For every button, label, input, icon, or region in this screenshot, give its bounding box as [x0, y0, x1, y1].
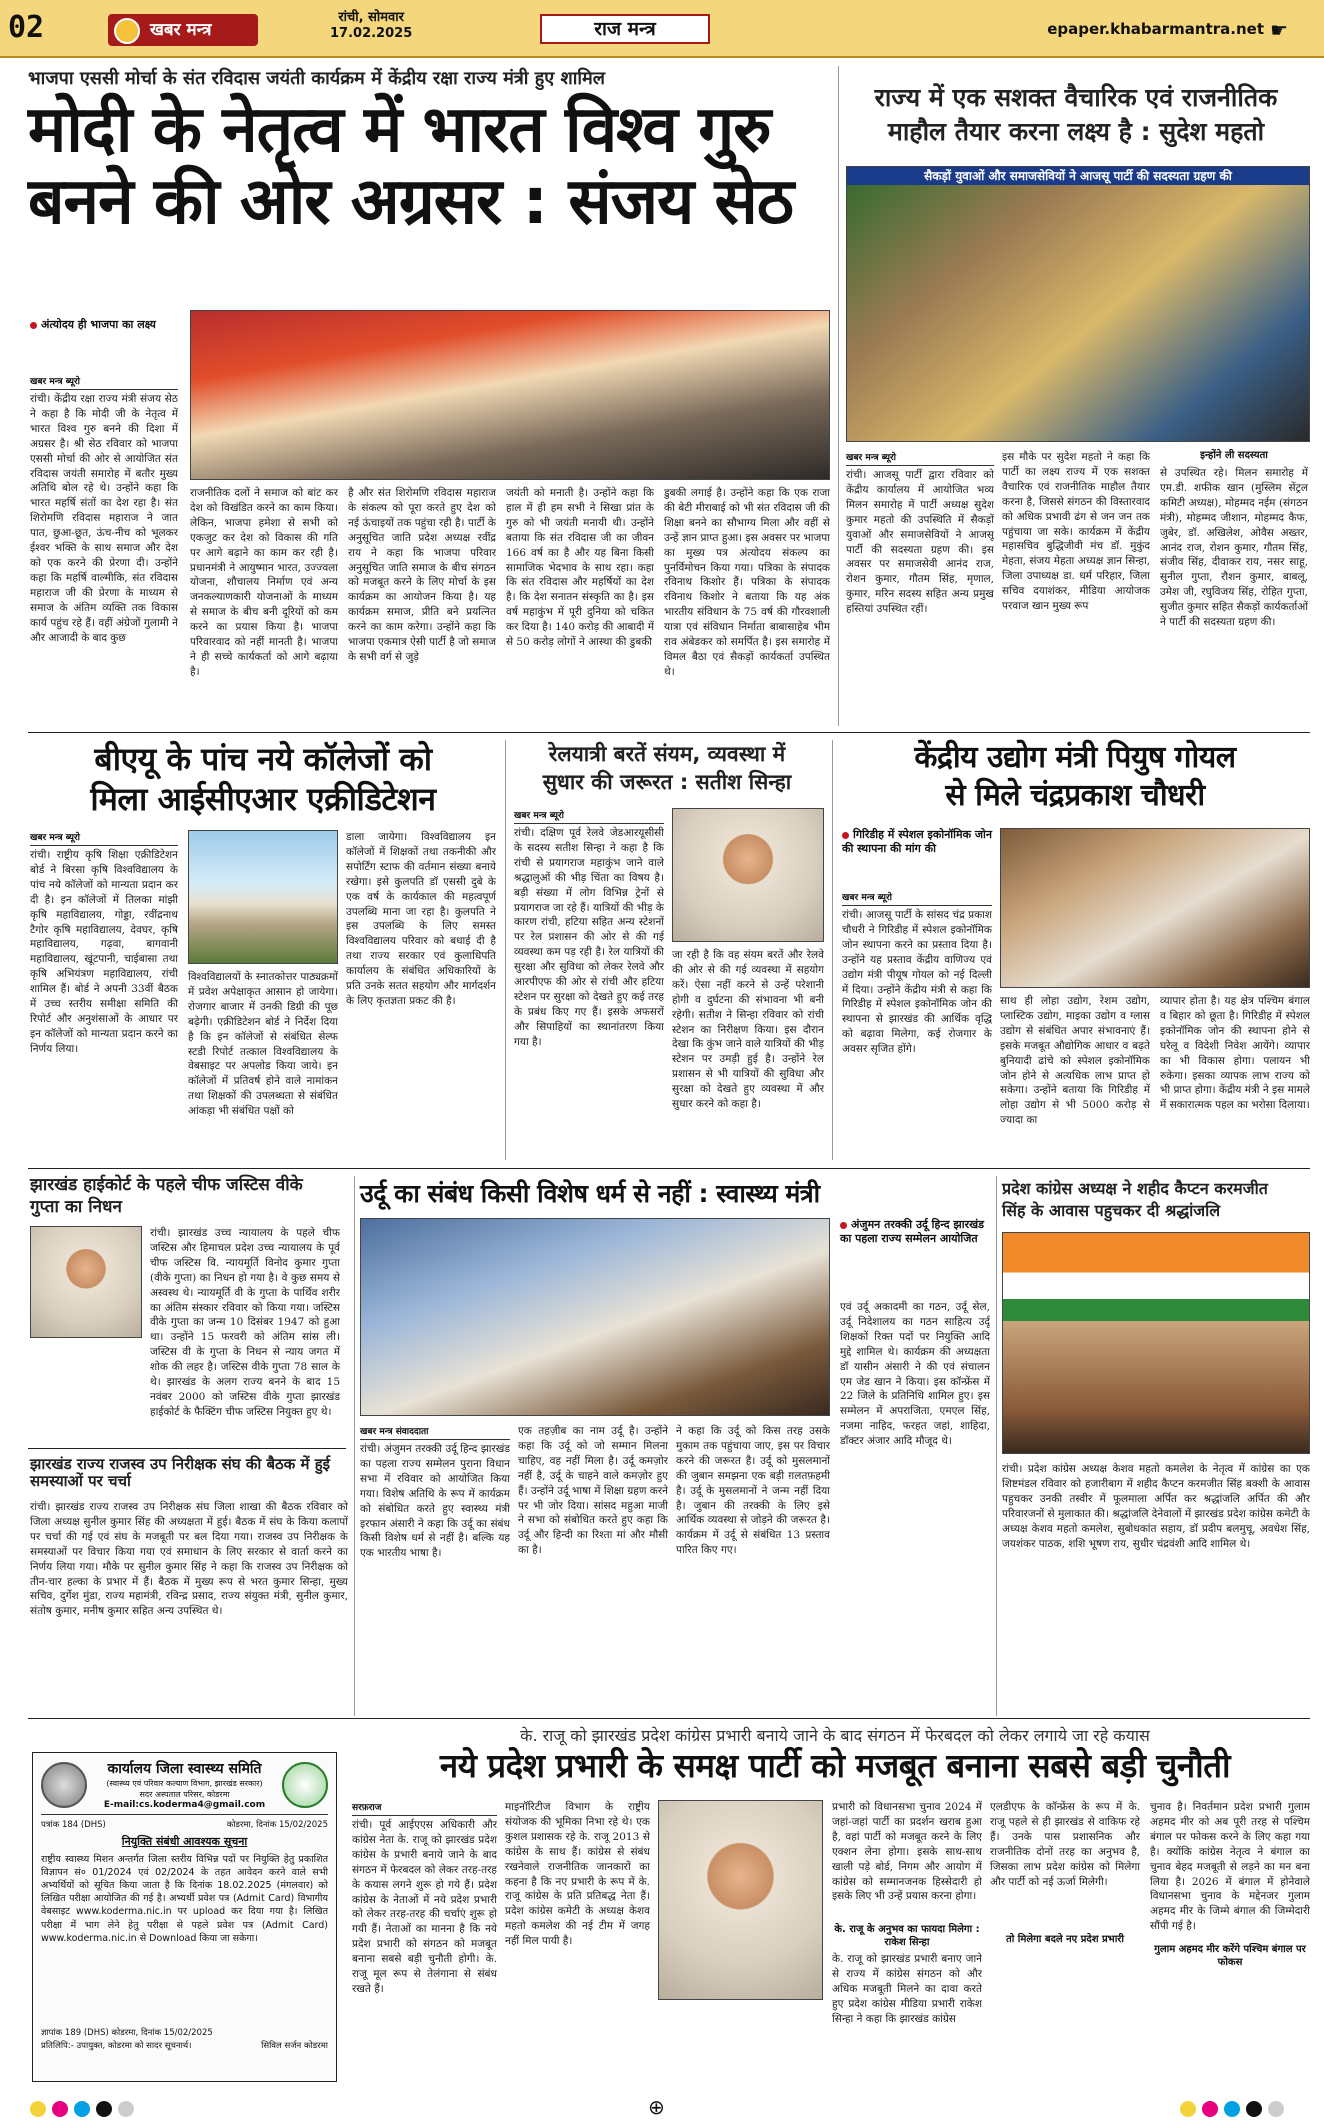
- story2-byline: खबर मन्त्र ब्यूरो: [846, 450, 994, 466]
- state-emblem-icon: [41, 1762, 87, 1808]
- story4-column-1: रांची। दक्षिण पूर्व रेलवे जेडआरयूसीसी के सदस्य सतीश सिन्हा ने कहा है कि रांची से प्रयागराज महाकुंभ जाने वाले श्रद्धालुओं की भीड़ चिंता का विषय है। बड़ी संख्या में लोग विभिन्न ट्रेनों से प्रयागराज जा रहे हैं। यात्रियों की भीड़ के कारण रांची, हटिया सहित अन्य स्टेशनों पर रेल प्रशासन की ओर से की गई व्यवस्था कम पड़ रही है। रेल यात्रियों की सुरक्षा और सुविधा को लेकर रेलवे और आरपीएफ की ओर से रांची और हटिया स्टेशन पर सुरक्षा को देखते हुए कई तरह के प्रबंध किए गए हैं। इसके अफसरों और सिपाहियों का स्थानांतरण किया गया है।: [514, 827, 664, 1048]
- story3-photo: [188, 830, 338, 964]
- registration-dot: [1224, 2101, 1240, 2117]
- story4-headline-line2: सुधार की जरूरत : सतीश सिन्हा: [542, 770, 792, 794]
- dateline: [330, 10, 412, 41]
- logo-text: खबर मन्त्र: [150, 20, 212, 40]
- registration-dot: [1202, 2101, 1218, 2117]
- column-divider: [832, 740, 833, 1160]
- story5-photo: [1000, 828, 1310, 988]
- story4-column-2: जा रही है कि वह संयम बरतें और रेलवे की ओर से की गई व्यवस्था में सहयोग करें। ऐसा नहीं करने से उन्हें परेशानी होगी व दुर्घटना की संभावना भी बनी रहेगी। सतीश ने सिन्हा रविवार को रांची स्टेशन का निरीक्षण किया। इस दौरान देखा कि कुंभ जाने वाले यात्रियों की भीड़ स्टेशन पर उमड़ी हुई है। उन्होंने रेल प्रशासन से भी यात्रियों की सुविधा और सुरक्षा को देखते हुए व्यवस्था में और सुधार करने को कहा है।: [672, 949, 824, 1111]
- story1-headline-line1: मोदी के नेतृत्व में भारत विश्व गुरु: [28, 93, 771, 167]
- registration-dot: [1180, 2101, 1196, 2117]
- notice-footer-ref: ज्ञापांक 189 (DHS) कोडरमा, दिनांक 15/02/2025: [41, 2028, 213, 2038]
- story2-headline-line1: राज्य में एक सशक्त वैचारिक एवं राजनीतिक: [874, 83, 1278, 112]
- story1-overline: भाजपा एससी मोर्चा के संत रविदास जयंती कार्यक्रम में केंद्रीय रक्षा राज्य मंत्री हुए शामिल: [28, 68, 606, 89]
- story1-kicker: [30, 318, 178, 332]
- color-registration-marks-right: [1180, 2101, 1284, 2117]
- story10-headline: नये प्रदेश प्रभारी के समक्ष पार्टी को मजबूत बनाना सबसे बड़ी चुनौती: [439, 1746, 1231, 1785]
- story1-column-1: रांची। केंद्रीय रक्षा राज्य मंत्री संजय सेठ ने कहा है कि मोदी जी के नेतृत्व में भारत विश्व गुरु बनने की दिशा में अग्रसर है। श्री सेठ रविवार को भाजपा एससी मोर्चा की ओर से आयोजित संत रविदास जयंती समारोह में बतौर मुख्य अतिथि बोल रहे थे। उन्होंने कहा कि भारत महर्षि संतों का देश रहा है। संत शिरोमणि रविदास महाराज ने जात पात, छुआ-छूत, ऊंच-नीच को भूलकर ईश्वर भक्ति के साथ समाज और देश को एक करने की प्रेरणा दी। उन्होंने कहा कि महर्षि वाल्मीकि, संत रविदास महाराज जी की प्रेरणा के माध्यम से समाज के अंतिम व्यक्ति तक विकास कार्य पहुंच रहे हैं। वहीं अंग्रेजों गुलामी ने और आजादी के बाद कुछ: [30, 393, 178, 644]
- story4-byline: खबर मन्त्र ब्यूरो: [514, 808, 664, 824]
- masthead-logo[interactable]: [108, 14, 258, 46]
- story7-column-4: एवं उर्दू अकादमी का गठन, उर्दू सेल, उर्दू निदेशालय का गठन साहित्य उर्दू शिक्षकों रिक्त पदों पर नियुक्ति आदि मुद्दे शामिल थे। कार्यक्रम की अध्यक्षता डॉ यासीन अंसारी ने की एवं संचालन एम जेड खान ने किया। इस कॉन्फ्रेंस में 22 जिले के प्रतिनिधि शामिल हुए। इस सम्मेलन में अपराजिता, एमएल सिंह, नजमा नाहिद, फरहत जहां, शाहिदा, डॉक्टर अंजार आदि मौजूद थे।: [840, 1301, 990, 1448]
- crosshair-registration-icon: ⊕: [648, 2095, 665, 2119]
- story5-column-2: साथ ही लोहा उद्योग, रेशम उद्योग, प्लास्टिक उद्योग, माइका उद्योग व ग्लास उद्योग से संबंधित अपार संभावनाएं हैं। इसके मजबूत औद्योगिक आधार व बढ़ते बुनियादी ढांचे को स्पेशल इकोनॉमिक जोन होने से अत्यधिक लाभ प्राप्त हो सकेगा। उन्होंने बताया कि गिरिडीह में लोहा उद्योग से भी 5000 करोड़ से ज्यादा का: [1000, 995, 1150, 1127]
- story6-headline-line1: झारखंड हाईकोर्ट के पहले चीफ जस्टिस वीके: [30, 1175, 303, 1195]
- story1-kicker-text: अंत्योदय ही भाजपा का लक्ष्य: [41, 318, 156, 331]
- story8-photo: [1002, 1232, 1310, 1454]
- story10-kicker: के. राजू के अनुभव का फायदा मिलेगा : राकेश सिन्हा: [834, 1924, 980, 1948]
- story5-byline: खबर मन्त्र ब्यूरो: [842, 890, 992, 906]
- story10-overline: के. राजू को झारखंड प्रदेश कांग्रेस प्रभारी बनाये जाने के बाद संगठन में फेरबदल को लेकर लगाये जा रहे कयास: [520, 1726, 1150, 1745]
- story10-column-2: माइनॉरिटीज विभाग के राष्ट्रीय संयोजक की भूमिका निभा रहे थे। एक कुशल प्रशासक रहे के. राजू 2013 से कांग्रेस के साथ हैं। कांग्रेस से संबंध रखनेवाले राजनीतिक जानकारों का कहना है कि नए प्रभारी के रूप में के. राजू कांग्रेस के प्रति प्रतिबद्ध नेता हैं। प्रदेश कांग्रेस कमेटी के अध्यक्ष केशव महतो कमलेश की नई टीम में जगह नहीं मिल पायी है।: [505, 1801, 650, 1948]
- story1-column-3: है और संत शिरोमणि रविदास महाराज के संकल्प को पूरा करते हुए देश को नई ऊंचाइयों तक पहुंचा रही है। पार्टी के अनुसूचित जाति प्रदेश अध्यक्ष रवींद्र राय ने कहा कि भाजपा परिवार अनुसूचित जाति समाज के बीच संगठन को मजबूत करने के लिए मोर्चा के इस कार्यक्रम का आयोजन किया है। यह कार्यक्रम समाज, प्रीति बने प्रयत्नित करने का काम करेगा। उन्होंने कहा कि भाजपा एकमात्र ऐसी पार्टी है जो समाज के सभी वर्ग से जुड़े: [348, 487, 496, 663]
- story2-photo-caption: सैकड़ों युवाओं और समाजसेवियों ने आजसू पार्टी की सदस्यता ग्रहण की: [847, 167, 1309, 185]
- story7-photo: [360, 1218, 830, 1416]
- health-committee-notice: [32, 1752, 337, 2082]
- story7-kicker-text: अंजुमन तरक्की उर्दू हिन्द झारखंड का पहला राज्य सम्मेलन आयोजित: [840, 1218, 984, 1245]
- notice-header: [41, 1759, 328, 1815]
- story6-headline-line2: गुप्ता का निधन: [30, 1197, 122, 1217]
- story3-column-1: रांची। राष्ट्रीय कृषि शिक्षा एक्रीडिटेशन बोर्ड ने बिरसा कृषि विश्वविद्यालय के पांच नये कॉलेजों को मान्यता प्रदान कर दी है। इन कॉलेजों में तिलका मांझी कृषि महाविद्यालय, गोड्डा, रवींद्रनाथ टैगोर कृषि महाविद्यालय, देवघर, कृषि महाविद्यालय, गढ़वा, बागवानी महाविद्यालय, खूंटपानी, चाईबासा तथा कृषि अभियंत्रण महाविद्यालय, रांची शामिल हैं। बोर्ड ने अपनी 33वीं बैठक में उच्च स्तरीय समीक्षा समिति की रिपोर्ट और अनुशंसाओं के आधार पर इन कॉलेजों को मान्यता प्रदान करने का निर्णय लिया।: [30, 849, 178, 1055]
- registration-dot: [1246, 2101, 1262, 2117]
- story5-headline-line2: से मिले चंद्रप्रकाश चौधरी: [945, 778, 1205, 813]
- column-divider: [354, 1176, 355, 1716]
- story5-kicker-text: गिरिडीह में स्पेशल इकोनॉमिक जोन की स्थापना की मांग की: [842, 828, 992, 855]
- notice-ref-date: कोडरमा, दिनांक 15/02/2025: [226, 1820, 328, 1830]
- story3-column-3: डाला जायेगा। विश्वविद्यालय इन कॉलेजों में शिक्षकों तथा तकनीकी और सपोर्टिंग स्टाफ की वर्तमान संख्या बनाये रखेगा। इसे कुलपति डॉ एससी दुबे के एक वर्ष के कार्यकाल की महत्वपूर्ण उपलब्धि माना जा रहा है। कुलपति ने इस उपलब्धि के लिए समस्त विश्वविद्यालय परिवार को बधाई दी है तथा राज्य सरकार एवं कुलाधिपति कार्यालय के संबंधित अधिकारियों के प्रति उनके सतत सहयोग और मार्गदर्शन के लिए कृतज्ञता प्रकट की है।: [346, 831, 496, 1007]
- story7-column-3: ने कहा कि उर्दू को किस तरह उसके मुकाम तक पहुंचाया जाए, इस पर विचार करने की जरूरत है। उर्दू को मुसलमानों की जुबान समझना एक बड़ी ग़लतफ़हमी है। उर्दू के मुसलमानों ने जन्म नहीं दिया है। जुबान की तरक्की के लिए इसे आर्थिक व्यवस्था से जोड़ने की जरूरत है। कार्यक्रम में उर्दू से संबंधित 13 प्रस्ताव पारित किए गए।: [676, 1425, 830, 1557]
- page-header: [0, 0, 1324, 58]
- story6-text: रांची। झारखंड उच्च न्यायालय के पहले चीफ जस्टिस और हिमाचल प्रदेश उच्च न्यायालय के पूर्व चीफ जस्टिस वि. न्यायमूर्ति विनोद कुमार गुप्ता (वीके गुप्ता) का निधन हो गया है। वे कुछ समय से अस्वस्थ थे। न्यायमूर्ति वी के गुप्ता के पार्थिव शरीर का अंतिम संस्कार रविवार को किया गया। जस्टिस वीके गुप्ता का जन्म 10 दिसंबर 1947 को हुआ था। उन्होंने 15 फरवरी को अंतिम सांस ली। जस्टिस वी के गुप्ता के निधन से न्याय जगत में शोक की लहर है। जस्टिस वीके गुप्ता 78 साल के थे। झारखंड के अलग राज्य बनने के बाद 15 नवंबर 2000 को जस्टिस वीके गुप्ता झारखंड हाईकोर्ट के फैक्टिंग चीफ जस्टिस नियुक्त हुए थे।: [150, 1227, 340, 1418]
- story1-column-2: राजनीतिक दलों ने समाज को बांट कर देश को विखंडित करने का काम किया। लेकिन, भाजपा हमेशा से सभी को एकजुट कर देश को विकास की गति पर आगे बढ़ाने का काम कर रही है। प्रधानमंत्री ने आयुष्मान भारत, उज्ज्वला योजना, शौचालय निर्माण एवं अन्य जनकल्याणकारी योजनाओं के माध्यम से समाज के बीच बनी दूरियों को कम करने का प्रयास किया है। भाजपा परिवारवाद को नहीं मानती है। भाजपा ने ही सच्चे कार्यकर्ता को आगे बढ़ाया है।: [190, 487, 338, 678]
- story7-column-1: रांची। अंजुमन तरक्की उर्दू हिन्द झारखंड का पहला राज्य सम्मेलन पुराना विधान सभा में रविवार को आयोजित किया गया। विशेष अतिथि के रूप में कार्यक्रम को संबोधित करते हुए स्वास्थ्य मंत्री इरफान अंसारी ने कहा कि उर्दू का संबंध किसी विशेष धर्म से नहीं है। बल्कि यह एक भारतीय भाषा है।: [360, 1443, 510, 1560]
- registration-dot: [74, 2101, 90, 2117]
- story2-column-2: इस मौके पर सुदेश महतो ने कहा कि पार्टी का लक्ष्य राज्य में एक सशक्त वैचारिक एवं राजनीतिक माहौल तैयार करना है, जिससे संगठन की विस्तारवाद को अधिक प्रभावी ढंग से जन जन तक पहुंचाया जा सके। कार्यक्रम में केंद्रीय महासचिव बुद्धिजीवी मंच डॉ. मुकुंद मेहता, संजय मेहता अध्यक्ष ज्ञान सिन्हा, जिला उपाध्यक्ष डा. धर्म परिहार, जिला सचिव दयाशंकर, मीडिया आयोजक परवाज खान मुख्य रूप: [1002, 451, 1150, 613]
- story4-portrait-photo: [672, 808, 824, 942]
- story8-text: रांची। प्रदेश कांग्रेस अध्यक्ष केशव महतो कमलेश के नेतृत्व में कांग्रेस का एक शिष्टमंडल रविवार को हजारीबाग में शहीद कैप्टन करमजीत सिंह बक्शी के आवास पहुचकर उनकी तस्वीर में फूलमाला अर्पित कर श्रद्धांजलि अर्पित की और परिवारजनों से मुलाकात की। श्रद्धांजलि देनेवालों में झारखंड प्रदेश कांग्रेस कमेटी के अध्यक्ष केशव महतो कमलेश, सुबोधकांत सहाय, डॉ प्रदीप बलमुचू, अवधेश सिंह, जयशंकर पाठक, शशि भूषण राय, सुधीर चंद्रवंशी आदि शामिल थे।: [1002, 1463, 1310, 1550]
- section-title: राज मन्त्र: [540, 14, 710, 44]
- story9-headline: झारखंड राज्य राजस्व उप निरीक्षक संघ की बैठक में हुई समस्याओं पर चर्चा: [30, 1455, 331, 1491]
- notice-title: नियुक्ति संबंधी आवश्यक सूचना: [121, 1835, 248, 1848]
- story1-byline: खबर मन्त्र ब्यूरो: [30, 374, 178, 390]
- bullet-dot-icon: [840, 1222, 847, 1229]
- notice-ref-number: पत्रांक 184 (DHS): [41, 1820, 106, 1830]
- story10-column-3: प्रभारी को विधानसभा चुनाव 2024 में जहां-जहां पार्टी का प्रदर्शन खराब हुआ है, वहां पार्टी को मजबूत करने के लिए एक्शन लेना होगा। इसके साथ-साथ खाली पड़े बोर्ड, निगम और आयोग में कांग्रेस को सम्मानजनक हिस्सेदारी हो इसके लिए भी उन्हें प्रयास करना होगा।: [832, 1801, 982, 1903]
- story5-kicker: [842, 828, 992, 856]
- story10-column-4: एलडीएफ के कॉन्फ्रेंस के रूप में के. राजू पहले से ही झारखंड से वाकिफ रहे हैं। उनके पास प्रशासनिक और राजनीतिक दोनों तरह का अनुभव है, जिसका लाभ प्रदेश कांग्रेस को मिलेगा और पार्टी को नई ऊर्जा मिलेगी।: [990, 1801, 1140, 1888]
- section-rule: [28, 732, 1310, 733]
- column-divider: [505, 740, 506, 1160]
- dateline-city: रांची, सोमवार: [338, 10, 404, 25]
- registration-dot: [118, 2101, 134, 2117]
- story6-portrait-photo: [30, 1226, 142, 1338]
- story2-headline-line2: माहौल तैयार करना लक्ष्य है : सुदेश महतो: [887, 117, 1265, 146]
- column-divider: [838, 66, 839, 726]
- story1-photo: [190, 310, 830, 480]
- notice-email: E-mail:cs.koderma4@gmail.com: [103, 1800, 266, 1810]
- story10-column-1: रांची। पूर्व आईएएस अधिकारी और कांग्रेस नेता के. राजू को झारखंड प्रदेश कांग्रेस के प्रभारी बनाये जाने के बाद संगठन में फेरबदल को लेकर तरह-तरह के कयास लगने शुरू हो गये हैं। प्रदेश कांग्रेस के नेताओं में नये प्रदेश प्रभारी को लेकर तरह-तरह की चर्चाएं शुरू हो गयी हैं। नेताओं का मानना है कि नये प्रदेश प्रभारी को संगठन को मजबूत बनाना सबसे बड़ी चुनौती होगी। के. राजू मूल रूप से तेलंगाना से संबंध रखते हैं।: [352, 1819, 497, 1995]
- notice-office: कार्यालय जिला स्वास्थ्य समिति: [107, 1761, 262, 1777]
- story10-column-5-subhead: गुलाम अहमद मीर करेंगे पश्चिम बंगाल पर फोकस: [1154, 1944, 1306, 1968]
- column-divider: [996, 1176, 997, 1716]
- bullet-dot-icon: [30, 322, 37, 329]
- registration-dot: [52, 2101, 68, 2117]
- story10-column-5: चुनाव है। निवर्तमान प्रदेश प्रभारी गुलाम अहमद मीर को अब पूरी तरह से पश्चिम बंगाल पर फोकस करने के लिए कहा गया है। क्योंकि कांग्रेस नेतृत्व ने बंगाल का चुनाव बेहद मजबूती से लड़ने का मन बना लिया है। 2026 में बंगाल में होनेवाले विधानसभा चुनाव के मद्देनजर गुलाम अहमद मीर के जिम्मे बंगाल की जिम्मेदारी सौंपी गई है।: [1150, 1801, 1310, 1933]
- story5-headline-line1: केंद्रीय उद्योग मंत्री पियुष गोयल: [914, 740, 1236, 775]
- story10-byline: सरफ़राज: [352, 1800, 497, 1816]
- story1-column-4: जयंती को मनाती है। उन्होंने कहा कि हाल में ही हम सभी ने सिखा प्रांत के गुरु को भी जयंती मनायी थी। उन्होंने बताया कि संत रविदास जी का जीवन 166 वर्ष का है और यह बिना किसी सामाजिक भेदभाव के साथ रहा। कहा कि संत रविदास और महर्षियों का देश है। कि देश सनातन संस्कृति का है। इस वर्ष महाकुंभ में पूरी दुनिया को चकित कर दिया है। 140 करोड़ की आबादी में से 50 करोड़ लोगों ने आस्था की डुबकी: [506, 487, 654, 649]
- notice-subtitle: (स्वास्थ्य एवं परिवार कल्याण विभाग, झारखंड सरकार): [106, 1779, 263, 1788]
- registration-dot: [1268, 2101, 1284, 2117]
- story2-column-3: से उपस्थित रहे। मिलन समारोह में एम.डी. शफीक खान (मुस्लिम सेंट्रल कमिटी अध्यक्ष), मोहम्मद नईम (संगठन मंत्री), मोहम्मद जीशान, मोहम्मद कैफ, जुबेर, डॉ. अखिलेश, ओवैस अख्तर, आनंद राज, रोशन कुमार, गौतम सिंह, संजीव सिंह, दीवाकर राय, नसर साहू, सुनील गुप्ता, रौशन कुमार, बाबलू, उमेश जी, रघुविजय सिंह, रोहित गुप्ता, सुजीत कुमार सहित सैकड़ों कार्यकर्ताओं ने पार्टी की सदस्यता ग्रहण की।: [1160, 467, 1308, 629]
- section-rule: [28, 1168, 1310, 1169]
- section-rule: [28, 1448, 346, 1449]
- story4-headline-line1: रेलयात्री बरतें संयम, व्यवस्था में: [548, 742, 786, 766]
- story9-text: रांची। झारखंड राज्य राजस्व उप निरीक्षक संघ जिला शाखा की बैठक रविवार को जिला अध्यक्ष सुनील कुमार सिंह की अध्यक्षता में हुई। बैठक में संघ के किया कलापों पर चर्चा की गई एवं संघ के मजबूती पर बल दिया गया। राजस्व उप निरीक्षक के समस्याओं पर विचार किया गया एवं समाधान के लिए सरकार से वार्ता करने का निर्णय लिया गया। मौके पर सुनील कुमार सिंह ने कहा कि राजस्व उप निरीक्षक को तीन-चार हल्का के प्रभार में हैं। बैठक में मुख्य रूप से भरत कुमार सिन्हा, मुख्य सचिव, दुर्गेश मुंडा, राज्य महामंत्री, रविन्द्र प्रसाद, राज्य संयुक्त मंत्री, सुनील कुमार, संतोष कुमार, मनीष कुमार सहित अन्य उपस्थित थे।: [30, 1501, 348, 1618]
- notice-body: राष्ट्रीय स्वास्थ्य मिशन अन्तर्गत जिला स्तरीय विभिन्न पदों पर नियुक्ति हेतु प्रकाशित विज्ञापन सं० 01/2024 एवं 02/2024 के तहत आवेदन करने वाले सभी अभ्यर्थियों को सूचित किया जाता है कि दिनांक 18.02.2025 (मंगलवार) को लिखित परीक्षा आयोजित की गई है। अभ्यर्थी प्रवेश पत्र (Admit Card) विभागीय वेबसाइट www.koderma.nic.in पर upload कर दिया गया है। लिखित परीक्षा में भाग लेने हेतु परीक्षा से पहले प्रवेश पत्र (Admit Card) www.koderma.nic.in से Download किया जा सकेगा।: [41, 1854, 328, 1944]
- story8-headline-line2: सिंह के आवास पहुचकर दी श्रद्धांजलि: [1002, 1201, 1221, 1220]
- story10-portrait-photo: [658, 1800, 823, 2000]
- registration-dot: [30, 2101, 46, 2117]
- story5-column-3: व्यापार होता है। यह क्षेत्र पश्चिम बंगाल व बिहार को छूता है। गिरिडीह में स्पेशल इकोनॉमिक जोन की स्थापना होने से घरेलू व विदेशी निवेश आयेंगे। व्यापार का भी विकास होगा। पलायन भी रुकेगा। इसका व्यापक लाभ राज्य को भी प्राप्त होगा। केंद्रीय मंत्री ने इस मामले में सकारात्मक पहल का भरोसा दिलाया।: [1160, 995, 1310, 1112]
- story8-headline-line1: प्रदेश कांग्रेस अध्यक्ष ने शहीद कैप्टन करमजीत: [1002, 1179, 1268, 1198]
- notice-copy-to: प्रतिलिपि:- उपायुक्त, कोडरमा को सादर सूचनार्थ।: [41, 2041, 192, 2051]
- story7-kicker: [840, 1218, 990, 1246]
- story2-column-1: रांची। आजसू पार्टी द्वारा रविवार को केंद्रीय कार्यालय में आयोजित भव्य मिलन समारोह में पार्टी अध्यक्ष सुदेश कुमार महतो की उपस्थिति में सैकड़ों युवाओं और समाजसेवियों ने आजसू पार्टी की सदस्यता ग्रहण की। इस अवसर पर समाजसेवी आनंद राज, रोशन कुमार, गौतम सिंह, मृणाल, कुमार, मरिन सदस्य सहित अन्य प्रमुख हस्तियां उपस्थित रहीं।: [846, 469, 994, 616]
- story1-column-5: डुबकी लगाई है। उन्होंने कहा कि एक राजा की बेटी मीराबाई को भी संत रविदास जी की शिक्षा बनने का सौभाग्य मिला और वहीं से उन्हें ज्ञान प्राप्त हुआ। इस अवसर पर भाजपा का मुख्य पत्र अंत्योदय संकल्प का पुनर्विमोचन किया गया। पत्रिका के संपादक रविनाथ किशोर हैं। पत्रिका के संपादक रविनाथ किशोर ने बताया कि यह अंक भारतीय संविधान के 75 वर्ष की गौरवशाली यात्रा एवं संविधान निर्माता बाबासाहेब भीम राव अंबेडकर को समर्पित है। इस समारोह में विमल बैठा एवं सैकड़ों कार्यकर्ता उपस्थित थे।: [664, 487, 830, 678]
- story3-headline-line1: बीएयू के पांच नये कॉलेजों को: [94, 740, 432, 778]
- bullet-dot-icon: [842, 832, 849, 839]
- notice-district: सदर अस्पताल परिसर, कोडरमा: [139, 1790, 230, 1799]
- story7-headline: उर्दू का संबंध किसी विशेष धर्म से नहीं : स्वास्थ्य मंत्री: [360, 1179, 820, 1208]
- pointing-hand-icon: ☛: [1270, 18, 1288, 42]
- logo-emblem-icon: [114, 18, 140, 44]
- story10-column-3b: के. राजू को झारखंड प्रभारी बनाए जाने से राज्य में कांग्रेस संगठन को और अधिक मजबूती मिलने का दावा करते हुए प्रदेश कांग्रेस मीडिया प्रभारी राकेश सिन्हा ने कहा कि झारखंड कांग्रेस: [832, 1953, 982, 2025]
- color-registration-marks-left: [30, 2101, 134, 2117]
- epaper-link[interactable]: epaper.khabarmantra.net: [1047, 20, 1264, 38]
- section-rule: [28, 1718, 1310, 1719]
- dateline-date: 17.02.2025: [330, 25, 413, 41]
- page-number: 02: [8, 10, 45, 45]
- story7-byline: खबर मन्त्र संवाददाता: [360, 1424, 510, 1440]
- story1-headline-line2: बनने की ओर अग्रसर : संजय सेठ: [28, 165, 793, 239]
- health-mission-logo-icon: [282, 1762, 328, 1808]
- story7-column-2: एक तहज़ीब का नाम उर्दू है। उन्होंने कहा कि उर्दू को जो सम्मान मिलना चाहिए, वह नहीं मिला है। उर्दू कमज़ोर नहीं है, उर्दू के चाहने वाले कमज़ोर हुए हैं। उन्होंने उर्दू भाषा में शिक्षा ग्रहण करने पर भी जोर दिया। सांसद महुआ माजी ने सभा को संबोधित करते हुए कहा कि उर्दू और हिन्दी का रिश्ता मां और मौसी का है।: [518, 1425, 668, 1557]
- registration-dot: [96, 2101, 112, 2117]
- story5-column-1: रांची। आजसू पार्टी के सांसद चंद्र प्रकाश चौधरी ने गिरिडीह में स्पेशल इकोनॉमिक जोन स्थापना करने का प्रस्ताव दिया है। उन्होंने यह प्रस्ताव केंद्रीय वाणिज्य एवं उद्योग मंत्री पीयूष गोयल को नई दिल्ली में दिया। उन्होंने केंद्रीय मंत्री से कहा कि गिरिडीह में स्पेशल इकोनॉमिक जोन की स्थापना से झारखंड की आर्थिक वृद्धि को बढ़ावा मिलेगा, कई रोजगार के अवसर सृजित होंगे।: [842, 909, 992, 1056]
- story2-subhead: इन्होंने ली सदस्यता: [1200, 450, 1268, 461]
- notice-signatory: सिविल सर्जन कोडरमा: [261, 2041, 328, 2051]
- story3-headline-line2: मिला आईसीएआर एक्रीडिटेशन: [90, 780, 436, 818]
- story10-column-4-subhead: तो मिलेगा बदले नए प्रदेश प्रभारी: [1006, 1934, 1124, 1945]
- story2-photo: [846, 166, 1310, 442]
- story3-column-2: विश्वविद्यालयों के स्नातकोत्तर पाठ्यक्रमों में प्रवेश अपेक्षाकृत आसान हो जायेगा। रोजगार बाजार में उनकी डिग्री की पूछ बढ़ेगी। एक्रीडिटेशन बोर्ड ने निर्देश दिया है कि इन कॉलेजों से संबंधित सेल्फ स्टडी रिपोर्ट तत्काल विश्वविद्यालय के वेबसाइट पर अपलोड किया जाये। इन कॉलेजों में प्रतिवर्ष होने वाले नामांकन तथा शिक्षकों की उपलब्धता से संबंधित आंकड़ा भी संबंधित पक्षों को: [188, 971, 338, 1118]
- story3-byline: खबर मन्त्र ब्यूरो: [30, 830, 178, 846]
